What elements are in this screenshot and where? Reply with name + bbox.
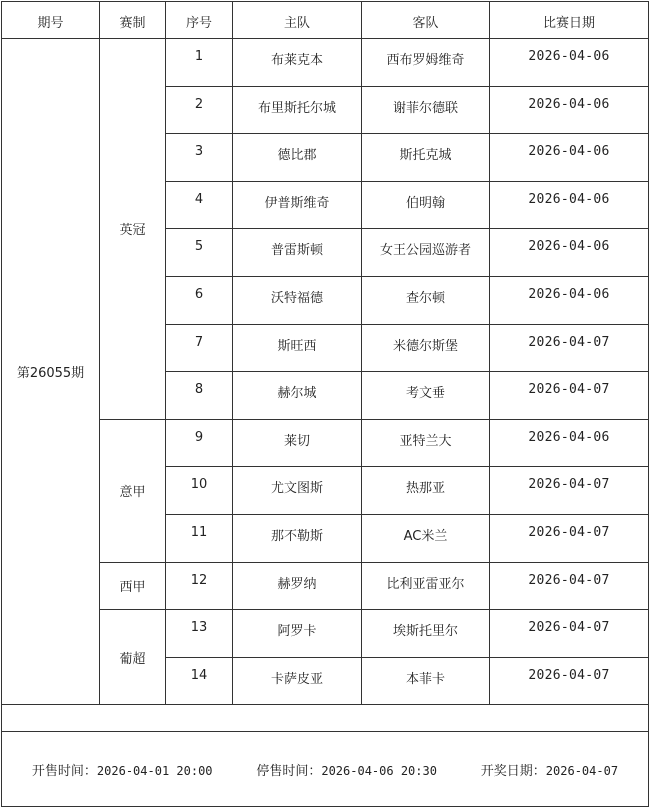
home-team: 莱切 <box>233 419 362 467</box>
away-team: 考文垂 <box>362 372 490 420</box>
match-date: 2026-04-07 <box>490 324 649 372</box>
match-date: 2026-04-07 <box>490 467 649 515</box>
match-number: 8 <box>166 372 233 420</box>
match-date: 2026-04-06 <box>490 229 649 277</box>
match-date: 2026-04-06 <box>490 86 649 134</box>
away-team: 埃斯托里尔 <box>362 610 490 658</box>
sale-stop-label: 停售时间： <box>256 763 322 779</box>
away-team: 斯托克城 <box>362 134 490 182</box>
header-number: 序号 <box>166 2 233 39</box>
away-team: AC米兰 <box>362 514 490 562</box>
table-row <box>2 610 649 658</box>
match-date: 2026-04-07 <box>490 657 649 705</box>
home-team: 布里斯托尔城 <box>233 86 362 134</box>
home-team: 伊普斯维奇 <box>233 181 362 229</box>
home-team: 沃特福德 <box>233 276 362 324</box>
match-date: 2026-04-06 <box>490 276 649 324</box>
match-number: 3 <box>166 134 233 182</box>
match-number: 9 <box>166 419 233 467</box>
match-number: 1 <box>166 39 233 87</box>
match-number: 13 <box>166 610 233 658</box>
match-schedule-table <box>1 1 649 807</box>
home-team: 尤文图斯 <box>233 467 362 515</box>
home-team: 那不勒斯 <box>233 514 362 562</box>
match-date: 2026-04-06 <box>490 134 649 182</box>
away-team: 亚特兰大 <box>362 419 490 467</box>
match-number: 6 <box>166 276 233 324</box>
away-team: 查尔顿 <box>362 276 490 324</box>
sale-start <box>32 760 213 779</box>
home-team: 普雷斯顿 <box>233 229 362 277</box>
away-team: 热那亚 <box>362 467 490 515</box>
competition-cell: 葡超 <box>100 610 166 705</box>
draw-date-label: 开奖日期： <box>480 763 546 779</box>
home-team: 布莱克本 <box>233 39 362 87</box>
header-away-team: 客队 <box>362 2 490 39</box>
spacer-row <box>2 705 649 732</box>
home-team: 斯旺西 <box>233 324 362 372</box>
away-team: 女王公园巡游者 <box>362 229 490 277</box>
home-team: 卡萨皮亚 <box>233 657 362 705</box>
competition-cell: 英冠 <box>100 39 166 420</box>
away-team: 伯明翰 <box>362 181 490 229</box>
match-number: 12 <box>166 562 233 610</box>
match-number: 4 <box>166 181 233 229</box>
match-date: 2026-04-06 <box>490 419 649 467</box>
home-team: 赫罗纳 <box>233 562 362 610</box>
header-competition: 赛制 <box>100 2 166 39</box>
home-team: 德比郡 <box>233 134 362 182</box>
table-row <box>2 39 649 87</box>
sale-stop <box>256 760 437 779</box>
away-team: 西布罗姆维奇 <box>362 39 490 87</box>
header-home-team: 主队 <box>233 2 362 39</box>
match-number: 10 <box>166 467 233 515</box>
match-date: 2026-04-07 <box>490 372 649 420</box>
away-team: 比利亚雷亚尔 <box>362 562 490 610</box>
table-row <box>2 419 649 467</box>
home-team: 阿罗卡 <box>233 610 362 658</box>
match-number: 5 <box>166 229 233 277</box>
away-team: 谢菲尔德联 <box>362 86 490 134</box>
away-team: 米德尔斯堡 <box>362 324 490 372</box>
header-match-date: 比赛日期 <box>490 2 649 39</box>
sale-start-value: 2026-04-01 20:00 <box>96 763 213 778</box>
header-period: 期号 <box>2 2 100 39</box>
match-date: 2026-04-07 <box>490 514 649 562</box>
competition-cell: 意甲 <box>100 419 166 562</box>
match-number: 14 <box>166 657 233 705</box>
draw-date <box>481 760 618 779</box>
competition-cell: 西甲 <box>100 562 166 610</box>
draw-date-value: 2026-04-07 <box>545 763 619 778</box>
period-cell: 第26055期 <box>2 39 100 705</box>
header-row <box>2 2 649 39</box>
match-date: 2026-04-06 <box>490 39 649 87</box>
match-date: 2026-04-07 <box>490 610 649 658</box>
spacer-cell <box>2 705 649 732</box>
match-number: 11 <box>166 514 233 562</box>
match-date: 2026-04-07 <box>490 562 649 610</box>
sale-info <box>2 760 648 779</box>
match-rows <box>2 39 649 705</box>
match-date: 2026-04-06 <box>490 181 649 229</box>
sale-stop-value: 2026-04-06 20:30 <box>321 763 437 778</box>
table-row <box>2 562 649 610</box>
home-team: 赫尔城 <box>233 372 362 420</box>
sale-start-label: 开售时间： <box>31 763 97 779</box>
match-number: 2 <box>166 86 233 134</box>
away-team: 本菲卡 <box>362 657 490 705</box>
match-number: 7 <box>166 324 233 372</box>
